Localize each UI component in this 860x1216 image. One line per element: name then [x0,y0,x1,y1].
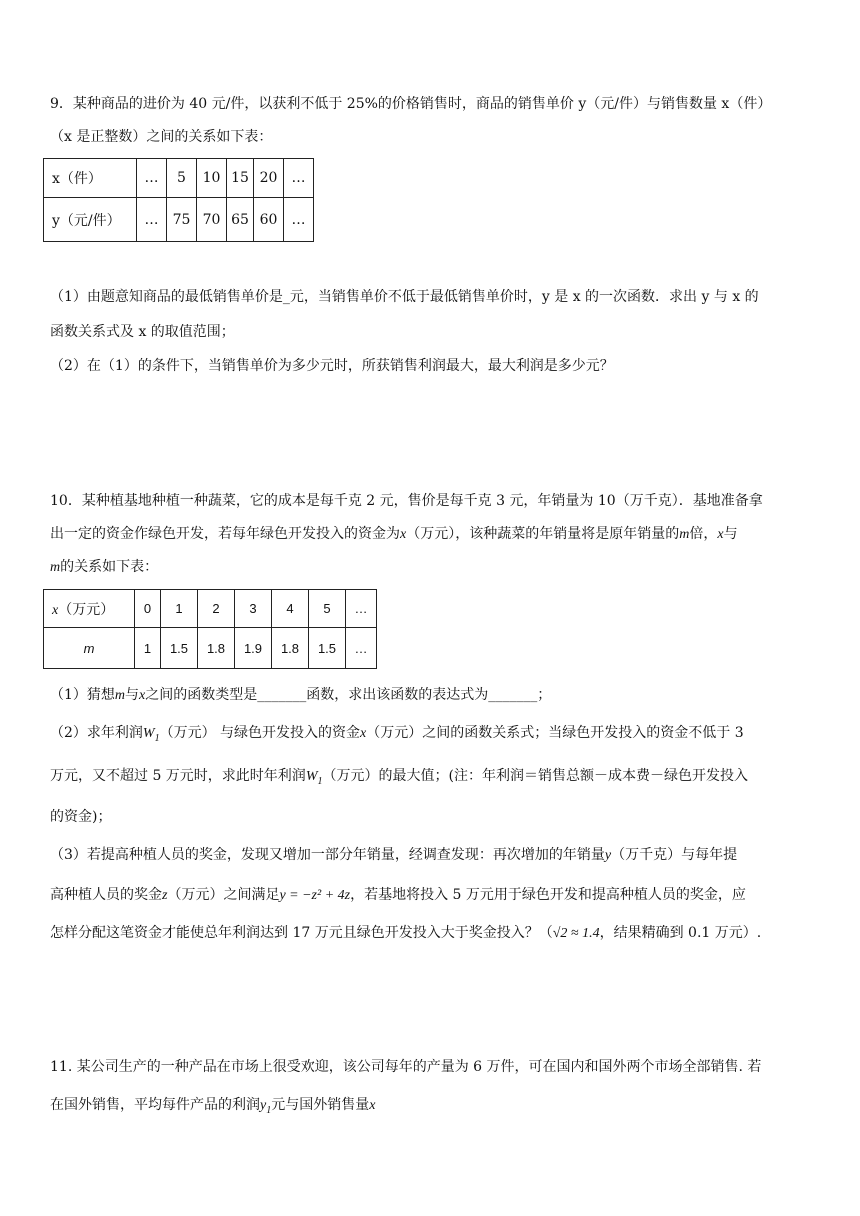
q10-text: 之间的函数类型是_______函数，求出该函数的表达式为_______； [145,687,552,703]
q11-text: 在国外销售，平均每件产品的利润 [50,1097,260,1113]
q10-cell: 4 [272,590,309,628]
q10-text: （万千克）与每年提 [611,847,738,863]
q10-text: （3）若提高种植人员的奖金，发现又增加一部分年销量，经调查发现：再次增加的年销量 [50,847,605,863]
subscript: 1 [154,732,160,744]
q10-text: 出一定的资金作绿色开发，若每年绿色开发投入的资金为 [50,526,400,542]
var-W1 [142,726,160,744]
q9-part1-line1: （1）由题意知商品的最低销售单价是_元，当销售单价不低于最低销售单价时，y 是 x 的一次函数．求出 y 与 x 的 [50,289,759,305]
q10-line1: 10．某种植基地种植一种蔬菜，它的成本是每千克 2 元，售价是每千克 3 元，年销量为 10（万千克）．基地准备拿 [50,493,763,509]
var-x: x [369,1098,376,1113]
q9-cell-label: x（件） [44,159,137,198]
q10-text: （万元）之间的函数关系式；当绿色开发投入的资金不低于 3 [366,725,744,741]
q10-cell: 1 [161,590,198,628]
q9-table-row [44,198,314,242]
subscript: 1 [317,775,323,787]
var-m: m [50,560,61,575]
q10-part1 [50,685,551,706]
var-y1 [260,1098,272,1116]
var-W1 [305,769,323,787]
q10-cell-label [44,590,135,628]
q10-part2-line2 [50,766,748,792]
q9-cell: 5 [167,159,197,198]
var-x: x [400,527,407,542]
q10-text: ，若基地将投入 5 万元用于绿色开发和提高种植人员的奖金，应 [350,887,746,903]
var-x: x [717,527,724,542]
q10-cell: 2 [198,590,235,628]
q10-cell: … [346,628,377,669]
q10-text: 与 [125,687,140,703]
q10-text: ，结果精确到 0.1 万元）. [599,925,762,941]
q9-cell: 15 [227,159,254,198]
var-x: x [360,726,367,741]
q10-text: （万元）之间满足 [167,887,280,903]
q10-table-row [44,628,377,669]
q10-cell: 1.8 [198,628,235,669]
var-W: W [142,726,155,741]
q9-cell: 75 [167,198,197,242]
q10-line3 [50,557,158,578]
q10-text: 怎样分配这笔资金才能使总年利润达到 17 万元且绿色开发投入大于奖金投入？（ [50,925,553,941]
var-x: x [52,602,59,618]
q10-cell: 5 [309,590,346,628]
q10-table [43,589,377,669]
q10-cell: 1.9 [235,628,272,669]
q10-text: （万元）的最大值；(注：年利润＝销售总额－成本费－绿色开发投入 [322,768,748,784]
q10-part3-line2 [50,885,746,906]
var-y: y [260,1098,267,1113]
q9-cell: 70 [197,198,227,242]
q9-part1-line2: 函数关系式及 x 的取值范围； [50,324,235,340]
q9-cell: 20 [254,159,284,198]
q10-text: 与 [723,526,738,542]
q10-part2-line1 [50,723,744,749]
q9-table-row [44,159,314,198]
q10-part2-line3: 的资金)； [50,809,112,825]
q10-cell: 3 [235,590,272,628]
q9-line2: （x 是正整数）之间的关系如下表： [50,129,273,145]
q10-text: 万元，又不超过 5 万元时，求此时年利润 [50,768,306,784]
var-m: m [679,527,690,542]
formula: y = −z² + 4z [279,888,351,903]
q10-text: （万元），该种蔬菜的年销量将是原年销量的 [406,526,680,542]
q9-cell: … [284,159,314,198]
q9-cell: 65 [227,198,254,242]
q9-cell: … [284,198,314,242]
var-W: W [305,769,318,784]
q9-cell: … [137,159,167,198]
q10-part3-line1 [50,845,737,866]
q10-text: （万元） 与绿色开发投入的资金 [159,725,361,741]
q10-cell: 1.8 [272,628,309,669]
q9-table [43,158,314,242]
q9-part2: （2）在（1）的条件下，当销售单价为多少元时，所获销售利润最大，最大利润是多少元？ [50,358,614,374]
q10-text: （1）猜想 [50,687,115,703]
q10-text: 的关系如下表： [60,559,159,575]
q11-line2 [50,1095,375,1121]
unit-label: （万元） [58,601,115,618]
var-m: m [114,688,126,703]
q9-cell: 10 [197,159,227,198]
var-z: z [162,888,168,903]
q10-table-row [44,590,377,628]
q10-cell: 0 [135,590,161,628]
q9-line1: 9．某种商品的进价为 40 元/件，以获利不低于 25%的价格销售时，商品的销售单价 y（元/件）与销售数量 x（件） [50,96,772,112]
var-y: y [604,848,612,863]
q9-cell-label: y（元/件） [44,198,137,242]
sqrt-approx: √2 ≈ 1.4 [552,926,600,941]
q10-cell: 1 [135,628,161,669]
q9-cell: 60 [254,198,284,242]
q10-cell: … [346,590,377,628]
q11-line1: 11. 某公司生产的一种产品在市场上很受欢迎，该公司每年的产量为 6 万件，可在国内和国外两个市场全部销售. 若 [50,1059,762,1075]
subscript: 1 [266,1104,272,1116]
q10-text: 高种植人员的奖金 [50,887,162,903]
var-x: x [139,688,146,703]
q10-line2 [50,524,738,545]
q9-cell: … [137,198,167,242]
q10-cell: 1.5 [161,628,198,669]
q10-cell-label: m [44,628,135,669]
q10-text: 倍， [689,526,718,542]
q10-cell: 1.5 [309,628,346,669]
q10-part3-line3 [50,923,761,944]
q10-text: （2）求年利润 [50,725,143,741]
q11-text: 元与国外销售量 [271,1097,370,1113]
